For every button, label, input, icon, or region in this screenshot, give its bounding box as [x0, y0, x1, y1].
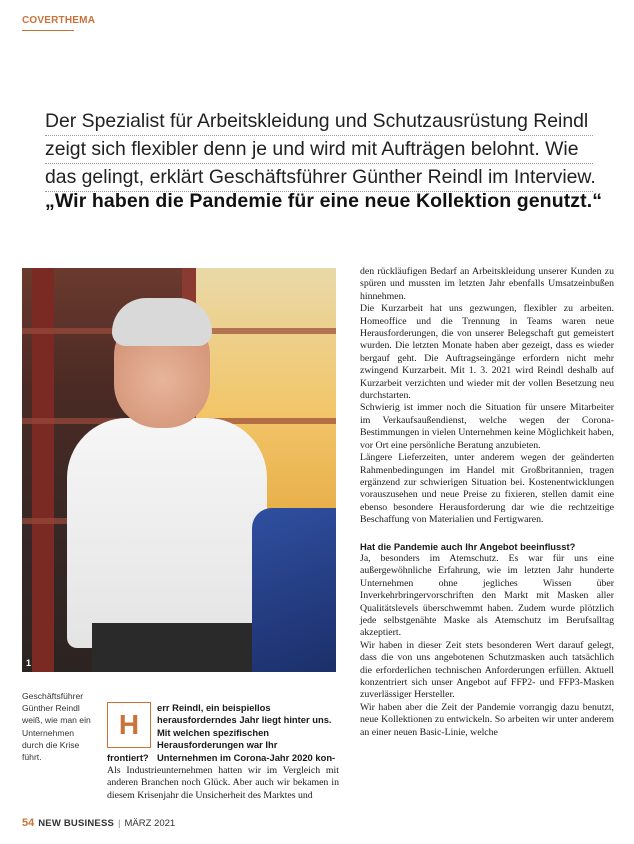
body-paragraph: Als Industrieunternehmen hatten wir im Vergleich mit anderen Branchen noch Glück. Aber auch wir bekamen in diesem Krisenjahr die Unsicherheit des Marktes und: [107, 765, 339, 801]
photo-caption: Geschäftsführer Günther Reindl weiß, wie man ein Unternehmen durch die Krise führt.: [22, 691, 91, 763]
photo-person-hair: [112, 298, 212, 346]
page-number: 54: [22, 817, 35, 829]
magazine-name: NEW BUSINESS: [38, 818, 115, 829]
section-rule: [22, 30, 74, 31]
section-label: COVERTHEMA: [22, 15, 96, 26]
photo-person-pants: [92, 623, 252, 672]
photo-person-shirt: [67, 418, 267, 648]
body-paragraph: Ja, besonders im Atemschutz. Es war für uns eine außergewöhnliche Erfahrung, wie im letzten Jahr hunderte Unternehmen ohne jegliches Wissen über Inverkehrbringervorschriften den Markt mit Masken aller Qualitätslevels überschwemmt haben. Zudem wurde plötzlich jede selbstgenähte Maske als Atemschutz im Berufsalltag akzeptiert.: [360, 552, 614, 639]
interview-question-tail: frontiert?: [107, 752, 149, 763]
body-paragraph: Wir haben in dieser Zeit stets besonderen Wert darauf gelegt, dass die von uns angebotenen Schutzmasken auch tatsächlich die erforderlichen technischen Anforderungen erfüllen. Aktuell konzentriert sich unser Angebot auf FFP2- und FFP3-Masken zuverlässiger Hersteller.: [360, 639, 614, 701]
body-paragraph: Längere Lieferzeiten, unter anderem wegen der geänderten Rahmenbedingungen im Handel mit Großbritannien, tragen ergänzend zur schwierigen Situation bei. Kostenentwicklungen vorauszusehen und neue Preise zu fixieren, stellen damit eine ebenso besondere Herausforderung dar wie die rechtzeitige Beschaffung von Materialien und Fertigwaren.: [360, 452, 614, 526]
interview-question: err Reindl, ein beispiellos herausforderndes Jahr liegt hinter uns. Mit welchen spezifischen Herausforderungen war Ihr Unternehmen im Corona-Jahr 2020 kon-: [157, 702, 336, 763]
body-paragraph: den rückläufigen Bedarf an Arbeitskleidung unserer Kunden zu spüren und mussten im letzten Jahr ebenfalls Umsatzeinbußen hinnehmen.: [360, 266, 614, 302]
body-column-left: [107, 765, 339, 802]
page-footer: [22, 817, 175, 829]
intro-line: zeigt sich flexibler denn je und wird mit Aufträgen belohnt. Wie: [45, 136, 593, 164]
body-paragraph: Wir haben aber die Zeit der Pandemie vorrangig dazu benutzt, neue Kollektionen zu entwickeln. So arbeiten wir unter anderem an einer neuen Basic-Linie, welche: [360, 701, 614, 738]
portrait-photo: [22, 268, 336, 672]
photo-number: 1: [26, 658, 32, 668]
footer-separator: |: [118, 818, 121, 829]
issue-date: MÄRZ 2021: [124, 818, 176, 829]
body-paragraph: Die Kurzarbeit hat uns gezwungen, flexibler zu arbeiten. Homeoffice und die Trennung in Teams waren neue Herausforderungen, die von unserer Belegschaft gut gemeistert wurden. Die letzten Monate haben aber gezeigt, dass es wieder bergauf geht. Die Auftragseingänge erfordern nicht mehr zwingend Kurzarbeit. Mit 1. 3. 2021 wird Reindl deshalb auf Kurzarbeit verzichten und wieder mit der vollen Besetzung neu durchstarten.: [360, 303, 614, 402]
intro-text: [45, 108, 596, 192]
headline: „Wir haben die Pandemie für eine neue Kollektion genutzt.“: [45, 190, 603, 212]
interview-question: Hat die Pandemie auch Ihr Angebot beeinflusst?: [360, 540, 576, 552]
photo-blue-jacket: [252, 508, 336, 672]
intro-line: Der Spezialist für Arbeitskleidung und Schutzausrüstung Reindl: [45, 108, 593, 136]
dropcap: H: [107, 702, 151, 748]
body-paragraph: Schwierig ist immer noch die Situation für unsere Mitarbeiter im Verkaufsaußendienst, welche wegen der Corona-Bestimmungen in vielen Unternehmen keine Möglichkeit haben, vor Ort eine persönliche Beratung anzubieten.: [360, 402, 614, 451]
intro-line: das gelingt, erklärt Geschäftsführer Günther Reindl im Interview.: [45, 164, 593, 192]
body-column-right: [360, 266, 614, 739]
